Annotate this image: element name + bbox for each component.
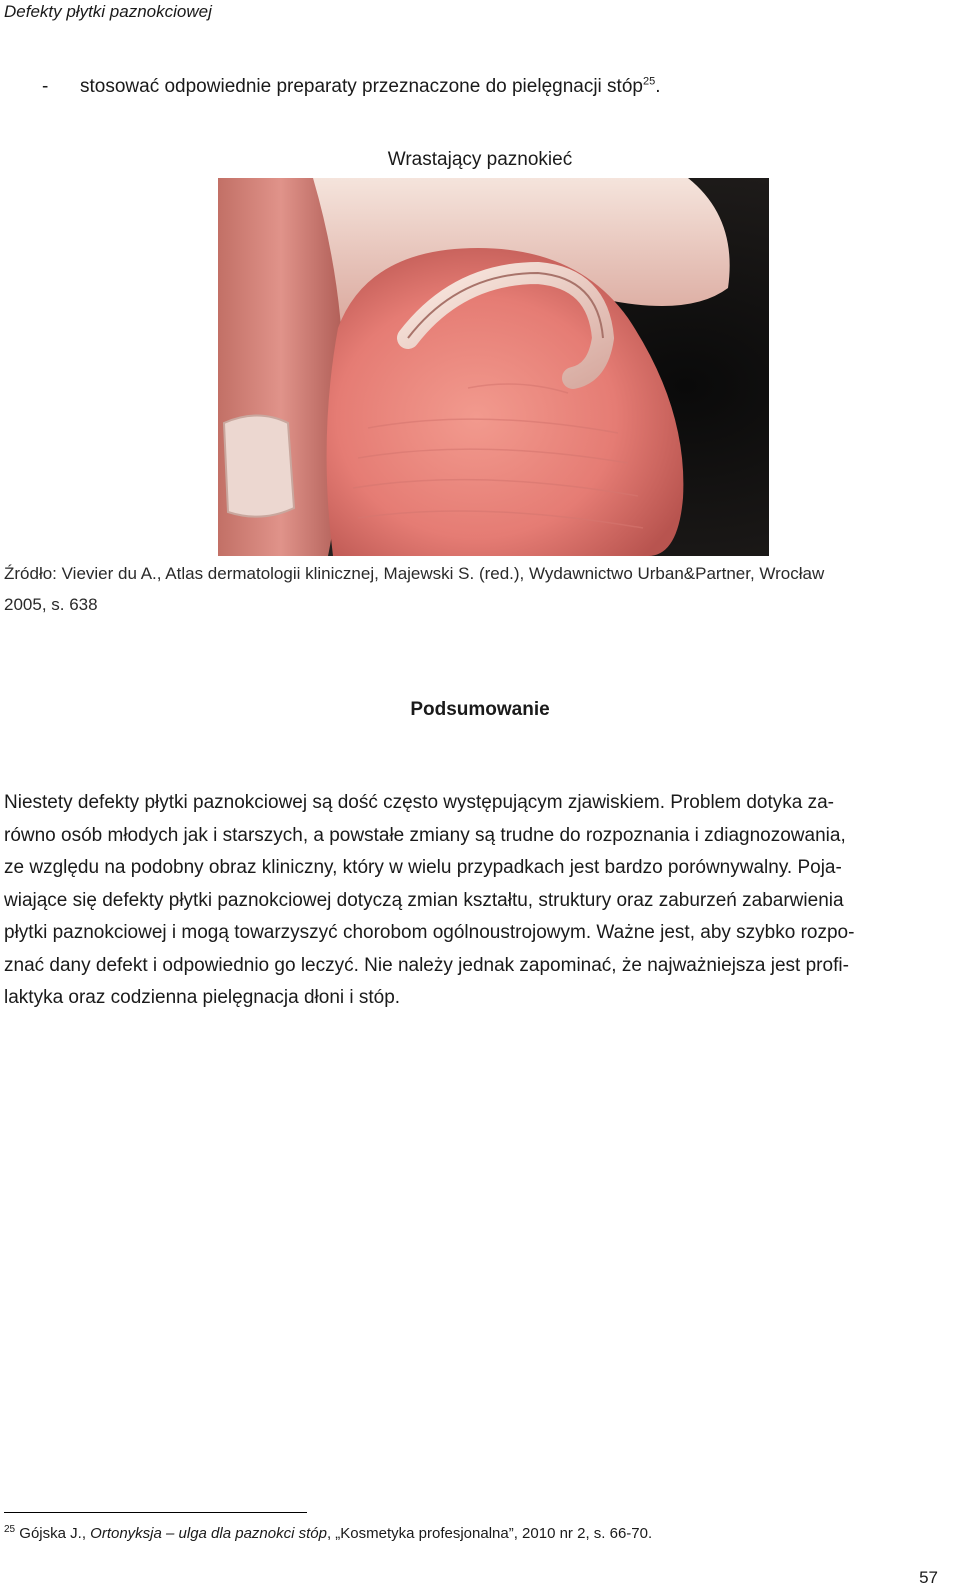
- bullet-end: .: [655, 76, 661, 97]
- bullet-dash: -: [42, 76, 49, 97]
- footnote-separator: [4, 1512, 307, 1513]
- paragraph-line: wiające się defekty płytki paznokciowej dotyczą zmian kształtu, struktury oraz zaburzeń zabarwienia: [4, 889, 844, 911]
- footnote: [4, 1523, 652, 1545]
- paragraph-line: Niestety defekty płytki paznokciowej są dość często występującym zjawiskiem. Problem dotyka za-: [4, 792, 834, 813]
- figure-source-line: Źródło: Vievier du A., Atlas dermatologii klinicznej, Majewski S. (red.), Wydawnictwo Urban&Partner, Wrocław: [4, 564, 825, 583]
- figure-source-line: 2005, s. 638: [4, 595, 98, 614]
- figure-source: [4, 558, 948, 620]
- footnote-reference[interactable]: 25: [642, 75, 656, 88]
- paragraph-line: równo osób młodych jak i starszych, a powstałe zmiany są trudne do rozpoznania i zdiagnozowania,: [4, 824, 846, 846]
- footnote-rest: , „Kosmetyka profesjonalna”, 2010 nr 2, s. 66-70.: [326, 1525, 653, 1542]
- ingrown-toenail-photo: [218, 178, 769, 556]
- summary-paragraph: [4, 787, 952, 1015]
- bullet-item: [42, 74, 661, 100]
- paragraph-line: płytki paznokciowej i mogą towarzyszyć chorobom ogólnoustrojowym. Ważne jest, aby szybko rozpo-: [4, 922, 855, 943]
- paragraph-line: znać dany defekt i odpowiednio go leczyć. Nie należy jednak zapominać, że najważniejsza jest profi-: [4, 954, 849, 976]
- bullet-text: stosować odpowiednie preparaty przeznaczone do pielęgnacji stóp: [80, 76, 643, 97]
- section-heading: Podsumowanie: [410, 699, 550, 720]
- paragraph-line: ze względu na podobny obraz kliniczny, który w wielu przypadkach jest bardzo porównywalny. Poja-: [4, 857, 842, 878]
- footnote-number: 25: [4, 1524, 16, 1535]
- footnote-author: Gójska J.,: [19, 1525, 86, 1542]
- paragraph-line: laktyka oraz codzienna pielęgnacja dłoni i stóp.: [4, 987, 401, 1008]
- footnote-title: Ortonyksja – ulga dla paznokci stóp: [90, 1525, 327, 1542]
- figure-caption: Wrastający paznokieć: [387, 149, 573, 170]
- page-number: 57: [919, 1568, 938, 1587]
- toe-illustration: [218, 178, 769, 556]
- running-header: Defekty płytki paznokciowej: [4, 2, 212, 21]
